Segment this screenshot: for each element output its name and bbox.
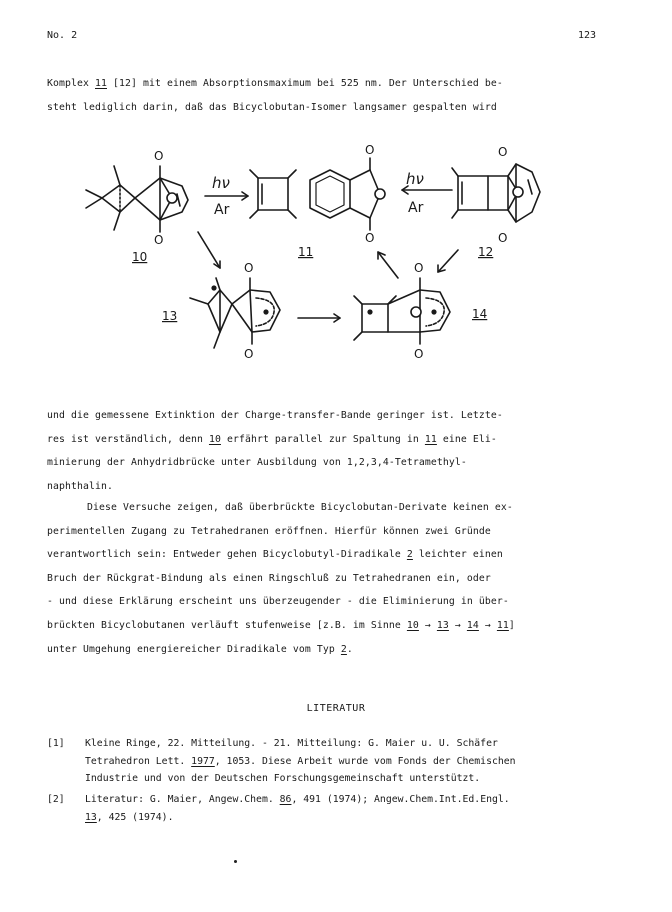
paragraph-intro (47, 72, 625, 119)
text-run: [12] mit einem Absorptionsmaximum bei 525 nm. Der Unterschied be- (107, 78, 503, 89)
text-run: res ist verständlich, denn (47, 433, 209, 445)
text-line (47, 428, 625, 452)
compound-11-structure (250, 158, 385, 230)
reaction-scheme (80, 140, 600, 390)
text-line: - und diese Erklärung erscheint uns überzeugender - die Eliminierung in über- (47, 596, 509, 608)
compound-reference: 2 (340, 643, 347, 655)
reference-number: [1] (47, 738, 65, 749)
text-line (47, 614, 625, 638)
text-run: verantwortlich sein: Entweder gehen Bicyclobutyl-Diradikale (47, 549, 407, 561)
text-line (47, 72, 625, 96)
compound-reference: 2 (406, 549, 413, 561)
text-run: . (346, 643, 353, 655)
text-run: → (448, 619, 467, 631)
issue-number: No. 2 (47, 30, 78, 41)
compound-reference: 13 (436, 619, 449, 631)
compound-reference: 11 (424, 433, 437, 445)
text-line: Diese Versuche zeigen, daß überbrückte Bicyclobutan-Derivate keinen ex- (87, 502, 513, 513)
oxygen-atom: O (498, 145, 508, 159)
arrow-label-hv: hν (406, 170, 424, 188)
compound-label-14: 14 (472, 307, 488, 321)
text-line: steht lediglich darin, daß das Bicyclobutan-Isomer langsamer gespalten wird (47, 101, 497, 113)
text-run: erfährt parallel zur Spaltung in (220, 433, 425, 445)
text-line: Kleine Ringe, 22. Mitteilung. - 21. Mitteilung: G. Maier u. U. Schäfer (85, 738, 498, 749)
citation-volume: 86 (279, 794, 292, 805)
text-run: eine Eli- (436, 433, 497, 445)
compound-14-structure (354, 278, 450, 344)
reaction-arrow-12-14 (438, 250, 458, 272)
oxygen-atom: O (365, 143, 375, 157)
compound-reference: 11 (95, 78, 107, 89)
compound-reference: 10 (406, 619, 419, 631)
compound-label-11: 11 (298, 245, 314, 259)
oxygen-atom: O (244, 347, 254, 361)
compound-12-structure (452, 164, 540, 222)
citation-year: 1977 (191, 755, 215, 767)
text-run: → (418, 619, 437, 631)
compound-reference: 10 (208, 433, 221, 445)
compound-label-12: 12 (478, 245, 494, 259)
text-line (85, 809, 645, 827)
text-run: , 425 (1974). (96, 811, 174, 823)
text-line: Industrie und von der Deutschen Forschungsgemeinschaft unterstützt. (85, 773, 481, 784)
text-run: , 491 (1974); Angew.Chem.Int.Ed.Engl. (291, 794, 510, 805)
compound-label-13: 13 (162, 309, 178, 323)
scan-speck (234, 860, 237, 863)
text-line: und die gemessene Extinktion der Charge-transfer-Bande geringer ist. Letzte- (47, 410, 503, 421)
citation-volume: 13 (85, 811, 97, 823)
compound-13-structure (190, 278, 280, 348)
text-line: perimentellen Zugang zu Tetrahedranen eröffnen. Hierfür können zwei Gründe (47, 525, 491, 537)
reaction-arrow-14-11 (378, 252, 398, 278)
text-line: minierung der Anhydridbrücke unter Ausbildung von 1,2,3,4-Tetramethyl- (47, 457, 467, 469)
oxygen-atom: O (365, 231, 375, 245)
compound-reference: 11 (496, 619, 509, 631)
text-run: , 1053. Diese Arbeit wurde vom Fonds der Chemischen (214, 755, 516, 767)
text-run: leichter einen (412, 549, 503, 561)
page-number: 123 (578, 30, 597, 41)
text-line (85, 791, 645, 809)
reference-number: [2] (47, 794, 65, 805)
references-heading: LITERATUR (306, 703, 366, 714)
text-line (85, 753, 645, 771)
text-line: Bruch der Rückgrat-Bindung als einen Ringschluß zu Tetrahedranen ein, oder (47, 572, 491, 584)
arrow-label-ar: Ar (408, 200, 424, 216)
text-run: Komplex (47, 78, 95, 89)
text-line: naphthalin. (47, 480, 113, 492)
arrow-label-ar: Ar (214, 202, 230, 218)
text-run: Literatur: G. Maier, Angew.Chem. (85, 794, 280, 805)
oxygen-atom: O (498, 231, 508, 245)
photolysis-arrow-left (205, 192, 248, 200)
oxygen-atom: O (414, 261, 424, 275)
reaction-arrow-13-14 (298, 314, 340, 322)
text-run: unter Umgehung energiereicher Diradikale vom Typ (47, 643, 341, 655)
oxygen-atom: O (154, 149, 164, 163)
text-run: brückten Bicyclobutanen verläuft stufenweise [z.B. im Sinne (47, 619, 407, 631)
reaction-arrow-10-13 (198, 232, 220, 268)
text-run: Tetrahedron Lett. (85, 755, 192, 767)
reference-body (85, 791, 645, 826)
text-line (47, 638, 625, 662)
oxygen-atom: O (414, 347, 424, 361)
oxygen-atom: O (244, 261, 254, 275)
text-run: → (478, 619, 497, 631)
compound-label-10: 10 (132, 250, 148, 264)
text-run: ] (508, 619, 515, 631)
reference-body (85, 735, 645, 788)
paragraph-extinction (47, 404, 625, 498)
compound-10-structure (86, 166, 188, 232)
paragraph-conclusion (47, 496, 625, 661)
oxygen-atom: O (154, 233, 164, 247)
arrow-label-hv: hν (212, 174, 230, 192)
compound-reference: 14 (466, 619, 479, 631)
text-line (47, 543, 625, 567)
